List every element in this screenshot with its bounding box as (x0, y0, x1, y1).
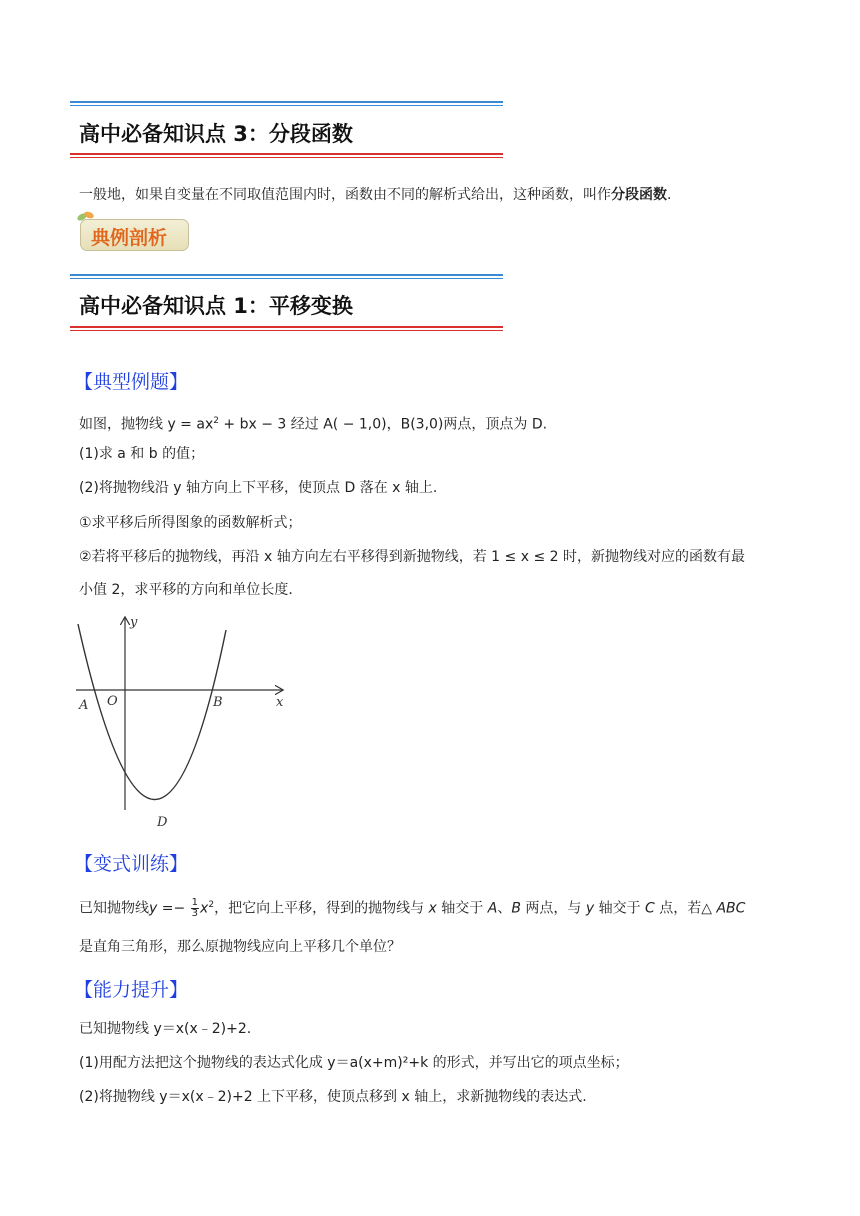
variant-sup: 2 (208, 900, 215, 910)
definition-body: 一般地，如果自变量在不同取值范围内时，函数由不同的解析式给出，这种函数，叫作 (79, 187, 611, 203)
variant-b: B (511, 900, 521, 917)
variant-label: 【变式训练】 (74, 853, 189, 875)
point-d-label: D (157, 815, 168, 830)
header-rule-top (70, 101, 503, 103)
header-rule-bottom (70, 153, 503, 155)
fraction-denominator: 3 (191, 908, 199, 920)
variant-post: ，把它向上平移，得到的抛物线与 (214, 900, 429, 917)
section-title-piecewise: 高中必备知识点 3：分段函数 (79, 122, 353, 146)
header-rule-bottom-2 (70, 157, 503, 158)
section-title-translation: 高中必备知识点 1：平移变换 (79, 294, 353, 318)
definition-term: 分段函数 (611, 187, 667, 203)
point-a-label: A (79, 698, 89, 713)
variant-line1 (79, 895, 745, 919)
variant-x: x (428, 900, 437, 917)
ability-line1: 已知抛物线 y＝x(x﹣2)+2. (79, 1021, 252, 1037)
example-q1: (1)求 a 和 b 的值； (79, 446, 205, 462)
variant-a: A (487, 900, 498, 917)
example-line1-pre: 如图，抛物线 y = ax (79, 416, 214, 433)
variant-sep: 、 (497, 900, 512, 917)
example-q2a: ①求平移后所得图象的函数解析式； (79, 515, 302, 531)
ability-label: 【能力提升】 (74, 979, 189, 1001)
origin-label: O (107, 694, 118, 709)
header2-rule-bottom (70, 326, 503, 328)
y-axis-label: y (130, 615, 138, 630)
variant-abc: ABC (716, 900, 746, 917)
ability-line3: (2)将抛物线 y＝x(x﹣2)+2 上下平移，使顶点移到 x 轴上，求新抛物线的表达式. (79, 1089, 587, 1105)
x-axis-label: x (276, 695, 284, 710)
example-line1-sup: 2 (213, 416, 219, 426)
definition-period: . (667, 187, 672, 203)
header2-rule-top (70, 274, 503, 276)
point-b-label: B (213, 695, 223, 710)
header-rule-top-2 (70, 105, 503, 106)
variant-post4: 轴交于 (594, 900, 646, 917)
variant-y: y (149, 900, 158, 917)
example-q2b-line2: 小值 2，求平移的方向和单位长度. (79, 582, 293, 598)
header2-rule-bottom-2 (70, 330, 503, 331)
parabola-curve (78, 624, 226, 800)
variant-c: C (645, 900, 655, 917)
example-line1-post: + bx − 3 经过 A( − 1,0)，B(3,0)两点，顶点为 D. (218, 416, 548, 433)
example-label: 【典型例题】 (74, 371, 189, 393)
variant-line2: 是直角三角形，那么原抛物线应向上平移几个单位？ (79, 939, 401, 955)
variant-eq: =− (157, 900, 190, 917)
definition-text (79, 185, 671, 205)
variant-x2: x (200, 900, 209, 917)
variant-pre: 已知抛物线 (79, 900, 149, 917)
ability-line2: (1)用配方法把这个抛物线的表达式化成 y＝a(x+m)²+k 的形式，并写出它的项点坐标； (79, 1055, 629, 1071)
example-line1 (79, 411, 547, 435)
variant-fraction (191, 898, 199, 919)
variant-post5: 点，若△ (654, 900, 717, 917)
variant-post3: 两点，与 (520, 900, 586, 917)
fraction-numerator: 1 (191, 897, 199, 909)
variant-y2: y (585, 900, 595, 917)
example-badge (80, 219, 189, 251)
example-q2: (2)将抛物线沿 y 轴方向上下平移，使顶点 D 落在 x 轴上. (79, 480, 438, 496)
header2-rule-top-2 (70, 278, 503, 279)
example-q2b-line1: ②若将平移后的抛物线，再沿 x 轴方向左右平移得到新抛物线，若 1 ≤ x ≤ 2 时，新抛物线对应的函数有最 (79, 549, 745, 565)
variant-post2: 轴交于 (436, 900, 488, 917)
badge-label: 典例剖析 (91, 227, 168, 249)
parabola-graph (72, 612, 292, 832)
